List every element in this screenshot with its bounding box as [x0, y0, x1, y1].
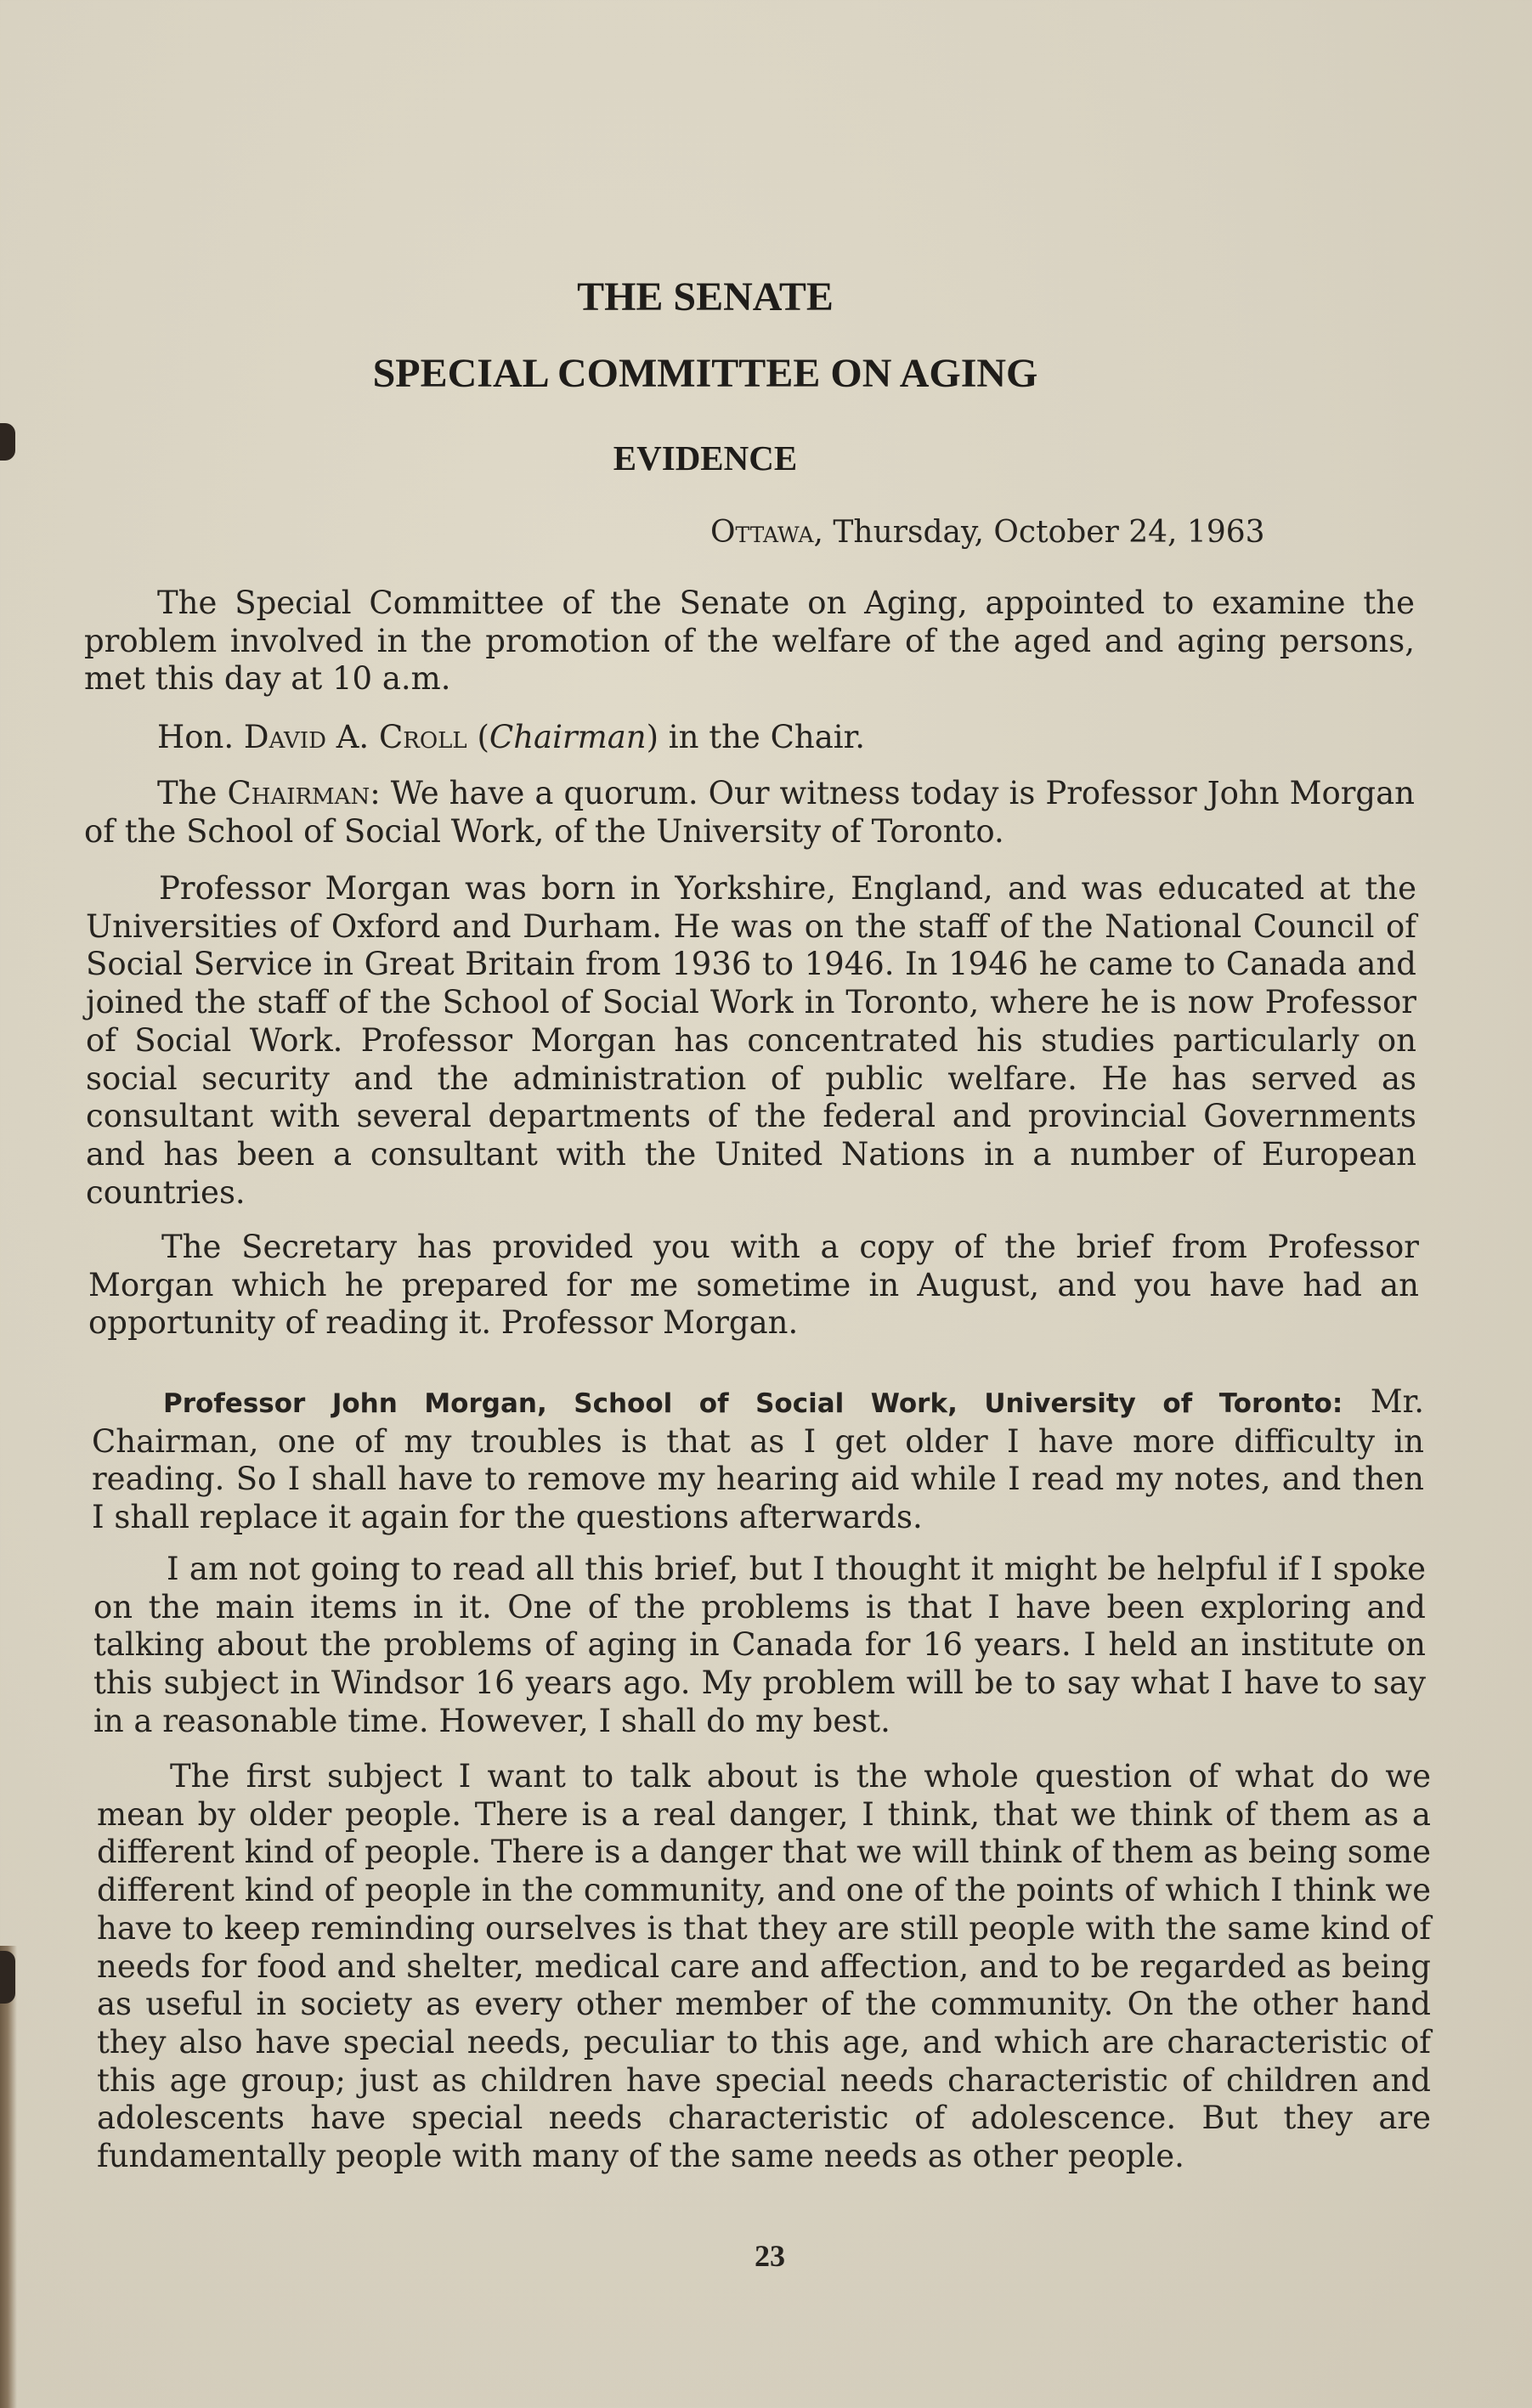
chair-line-suffix: in the Chair.: [659, 719, 865, 755]
heading-committee: SPECIAL COMMITTEE ON AGING: [372, 351, 1038, 396]
paragraph-intro: The Special Committee of the Senate on Aging, appointed to examine the problem involved in the promotion of the welfare of the aged and aging persons, met this day at 10 a.m.: [84, 585, 1415, 698]
morgan-opening-text: Mr. Chairman, one of my troubles is that as I get older I have more difficulty in reading. So I shall have to remove my hearing aid while I read my notes, and then I shall replace it again for the questions afterwards.: [92, 1383, 1425, 1536]
chair-line-prefix: Hon.: [157, 719, 244, 755]
dateline-city: Ottawa,: [710, 515, 823, 550]
dateline: [710, 515, 1265, 550]
chairman-opening-text: : We have a quorum. Our witness today is Professor John Morgan of the School of Social Work, of the University of Toronto.: [84, 775, 1416, 850]
heading-senate: THE SENATE: [577, 274, 834, 319]
page-number: 23: [755, 2239, 785, 2273]
paragraph-chair-line: Hon. David A. Croll (Chairman) in the Chair.: [157, 719, 865, 755]
dateline-date: Thursday, October 24, 1963: [823, 515, 1265, 550]
chairman-speaker-prefix: The: [157, 775, 228, 811]
morgan-speaker: Professor John Morgan, School of Social Work, University of Toronto:: [163, 1388, 1343, 1419]
chair-name: David A. Croll: [243, 719, 467, 755]
paragraph-first-subject: The first subject I want to talk about is the whole question of what do we mean by older people. There is a real danger, I think, that we think of them as a different kind of people. There is a danger that we will think of them as being some different kind of people in the community, and one of the points of which I think we have to keep reminding ourselves is that they are still people with the same kind of needs for food and shelter, medical care and affection, and to be regarded as being as useful in society as every other member of the community. On the other hand they also have special needs, peculiar to this age, and which are characteristic of this age group; just as children have special needs characteristic of children and adolescents have special needs characteristic of adolescence. But they are fundamentally people with many of the same needs as other people.: [97, 1758, 1431, 2175]
chair-role: Chairman: [489, 719, 647, 755]
chairman-speaker: Chairman: [227, 775, 370, 811]
paragraph-chairman-opening: [84, 775, 1415, 851]
paragraph-bio: Professor Morgan was born in Yorkshire, England, and was educated at the Universities of Oxford and Durham. He was on the staff of the National Council of Social Service in Great Britain from 1936 to 1946. In 1946 he came to Canada and joined the staff of the School of Social Work in Toronto, where he is now Professor of Social Work. Professor Morgan has concentrated his studies particularly on social security and the administration of public welfare. He has served as consultant with several departments of the federal and provincial Governments and has been a consultant with the United Nations in a number of European countries.: [86, 870, 1416, 1211]
binding-mark-lower: [0, 1951, 15, 2004]
binding-edge: [0, 1946, 17, 2408]
paragraph-brief: I am not going to read all this brief, but I thought it might be helpful if I spoke on the main items in it. One of the problems is that I have been exploring and talking about the problems of aging in Canada for 16 years. I held an institute on this subject in Windsor 16 years ago. My problem will be to say what I have to say in a reasonable time. However, I shall do my best.: [93, 1551, 1426, 1739]
heading-evidence: EVIDENCE: [613, 438, 798, 478]
paragraph-secretary: The Secretary has provided you with a copy of the brief from Professor Morgan which he prepared for me sometime in August, and you have had an opportunity of reading it. Professor Morgan.: [88, 1229, 1419, 1342]
paragraph-morgan-opening: [92, 1383, 1424, 1537]
